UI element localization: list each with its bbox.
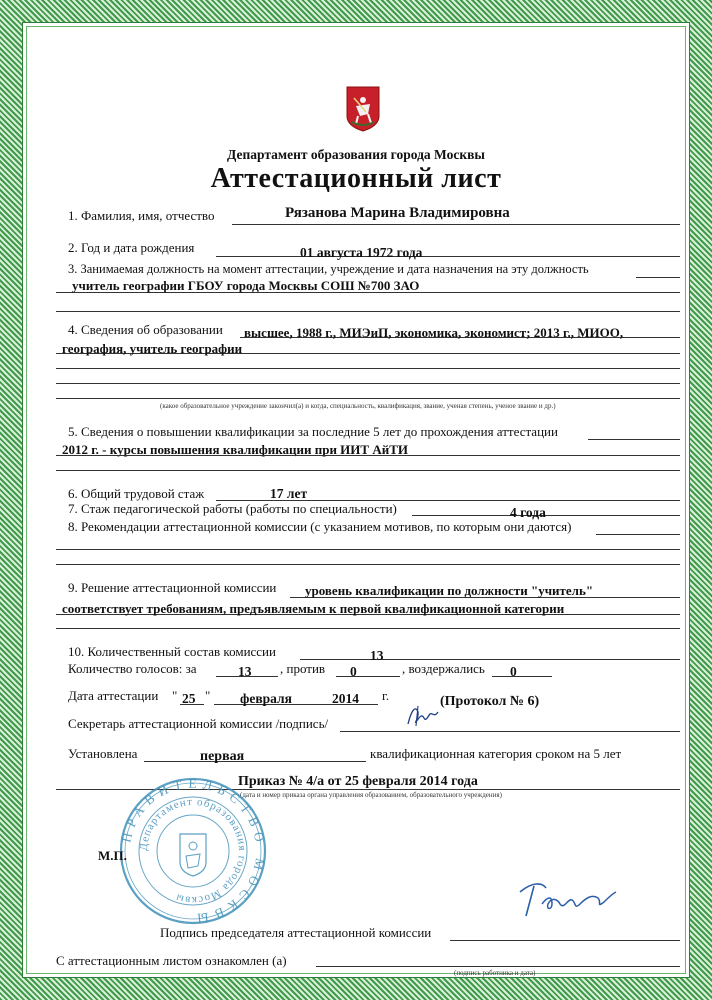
department-name: Департамент образования города Москвы bbox=[227, 147, 485, 162]
field-1-label: 1. Фамилия, имя, отчество bbox=[68, 208, 215, 223]
date-open-quote: " bbox=[172, 688, 178, 703]
field-10-line bbox=[300, 659, 680, 660]
official-stamp bbox=[118, 776, 268, 926]
stamp-inner-text: Департамент образования города Москвы bbox=[137, 795, 249, 907]
field-9-value-2: соответствует требованиям, предъявляемым к первой квалификационной категории bbox=[62, 601, 565, 616]
field-3-line-c bbox=[56, 311, 680, 312]
established-label: Установлена bbox=[68, 746, 138, 761]
field-9-line-c bbox=[56, 628, 680, 629]
field-1-line bbox=[232, 224, 680, 225]
field-2-line bbox=[216, 256, 680, 257]
field-9-value-1: уровень квалификации по должности "учитель" bbox=[305, 583, 594, 598]
moscow-emblem-icon bbox=[346, 86, 380, 132]
field-5-label: 5. Сведения о повышении квалификации за последние 5 лет до прохождения аттестации bbox=[68, 424, 558, 439]
field-7-value: 4 года bbox=[510, 505, 546, 520]
familiar-line bbox=[316, 966, 680, 967]
votes-abstain-value: 0 bbox=[510, 664, 517, 679]
category-line bbox=[144, 761, 366, 762]
field-3-label: 3. Занимаемая должность на момент аттестации, учреждение и дата назначения на эту должность bbox=[68, 262, 589, 276]
order-value: Приказ № 4/а от 25 февраля 2014 года bbox=[238, 774, 478, 789]
field-5-line-a bbox=[588, 439, 680, 440]
stamp-outer-text: ПРАВИТЕЛЬСТВО МОСКВЫ bbox=[118, 776, 268, 926]
familiar-label: С аттестационным листом ознакомлен (а) bbox=[56, 953, 287, 968]
votes-abstain-line bbox=[492, 676, 552, 677]
field-4-value-1: высшее, 1988 г., МИЭиП, экономика, экономист; 2013 г., МИОО, bbox=[244, 325, 624, 340]
field-4-line-d bbox=[56, 383, 680, 384]
field-4-label: 4. Сведения об образовании bbox=[68, 322, 223, 337]
protocol-number: (Протокол № 6) bbox=[440, 694, 540, 709]
field-8-line-c bbox=[56, 564, 680, 565]
field-10-value: 13 bbox=[370, 648, 384, 663]
category-value: первая bbox=[200, 749, 245, 764]
date-day-value: 25 bbox=[182, 691, 196, 706]
field-4-value-2: география, учитель географии bbox=[62, 341, 243, 356]
field-2-value: 01 августа 1972 года bbox=[300, 245, 423, 260]
field-4-hint: (какое образовательное учреждение закончил(а) и когда, специальность, квалификация, звание, ученая степень, ученое звание и др.) bbox=[160, 402, 556, 410]
familiar-hint: (подпись работника и дата) bbox=[454, 969, 536, 977]
votes-against-label: , против bbox=[280, 661, 326, 676]
seal-place-label: М.П. bbox=[98, 848, 127, 863]
field-8-line-b bbox=[56, 549, 680, 550]
field-3-line-a bbox=[636, 277, 680, 278]
field-5-value: 2012 г. - курсы повышения квалификации при ИИТ АйТИ bbox=[62, 442, 408, 457]
field-6-label: 6. Общий трудовой стаж bbox=[68, 486, 205, 501]
votes-for-value: 13 bbox=[238, 664, 252, 679]
field-8-line-a bbox=[596, 534, 680, 535]
document-title: Аттестационный лист bbox=[210, 163, 502, 194]
field-4-line-e bbox=[56, 398, 680, 399]
chair-line bbox=[450, 940, 680, 941]
votes-against-value: 0 bbox=[350, 664, 357, 679]
secretary-label: Секретарь аттестационной комиссии /подпись/ bbox=[68, 716, 329, 731]
field-10-label: 10. Количественный состав комиссии bbox=[68, 644, 276, 659]
field-8-label: 8. Рекомендации аттестационной комиссии (с указанием мотивов, по которым они даются) bbox=[68, 519, 572, 534]
field-5-line-c bbox=[56, 470, 680, 471]
field-3-value: учитель географии ГБОУ города Москвы СОШ №700 ЗАО bbox=[72, 278, 420, 293]
secretary-signature bbox=[404, 702, 444, 730]
votes-against-line bbox=[336, 676, 400, 677]
date-label: Дата аттестации bbox=[68, 688, 159, 703]
field-4-line-c bbox=[56, 368, 680, 369]
field-5-line-b bbox=[56, 455, 680, 456]
votes-label: Количество голосов: за bbox=[68, 661, 197, 676]
field-2-label: 2. Год и дата рождения bbox=[68, 240, 195, 255]
order-hint: (дата и номер приказа органа управления образованием, образовательного учреждения) bbox=[240, 791, 502, 799]
votes-abstain-label: , воздержались bbox=[402, 661, 485, 676]
date-year-value: 2014 bbox=[332, 691, 359, 706]
field-7-label: 7. Стаж педагогической работы (работы по специальности) bbox=[68, 501, 397, 516]
category-suffix: квалификационная категория сроком на 5 лет bbox=[370, 746, 622, 761]
date-month-value: февраля bbox=[240, 691, 292, 706]
date-close-quote: " bbox=[205, 688, 211, 703]
chair-signature bbox=[512, 874, 622, 922]
chair-label: Подпись председателя аттестационной комиссии bbox=[160, 925, 432, 940]
field-6-value: 17 лет bbox=[270, 486, 308, 501]
field-1-value: Рязанова Марина Владимировна bbox=[285, 205, 510, 221]
field-7-line bbox=[412, 515, 680, 516]
field-9-label: 9. Решение аттестационной комиссии bbox=[68, 580, 277, 595]
secretary-line bbox=[340, 731, 680, 732]
date-suffix: г. bbox=[382, 688, 390, 703]
